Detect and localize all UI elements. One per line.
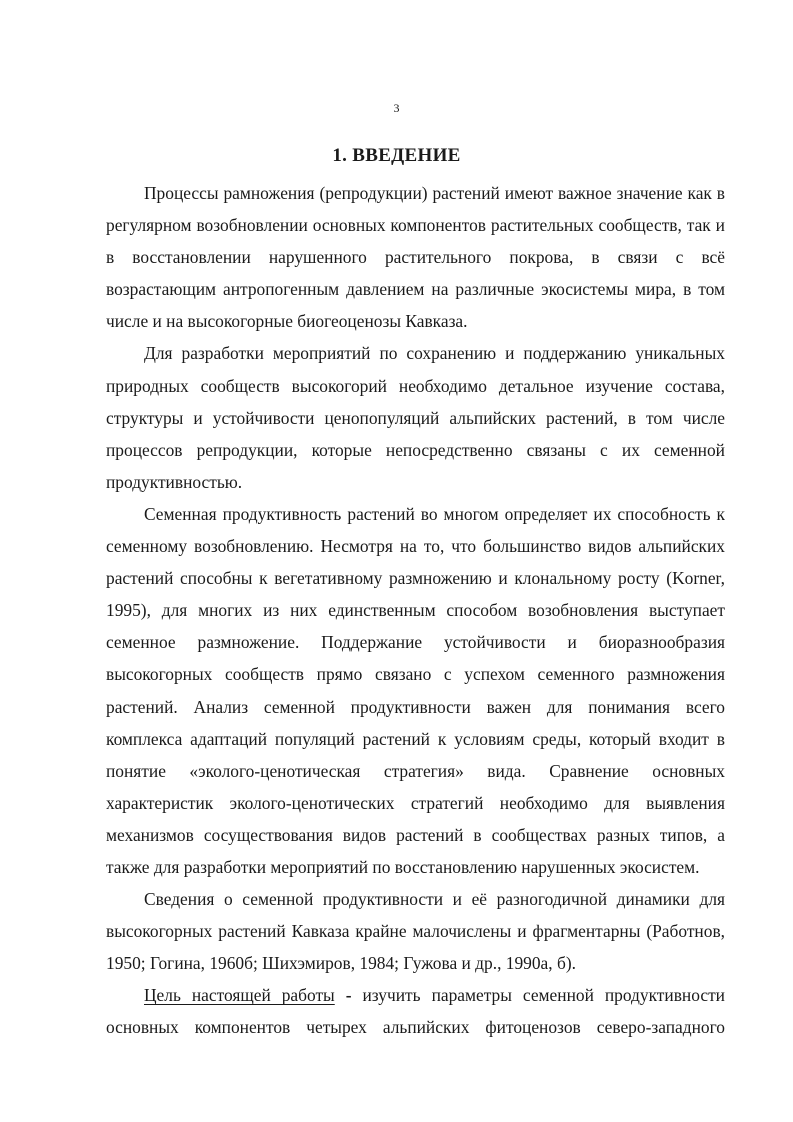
goal-dash: -: [334, 985, 363, 1006]
section-heading: 1. ВВЕДЕНИЕ: [332, 145, 461, 166]
page-number: 3: [393, 101, 400, 115]
paragraph-5: [106, 979, 725, 1043]
body-text: [106, 177, 725, 1044]
paragraph-4: Сведения о семенной продуктивности и её разногодичной динамики для высокогорных растений Кавказа крайне малочислены и фрагментарны (Работнов, 1950; Гогина, 1960б; Шихэмиров, 1984; Гужова и др., 1990а, б).: [106, 889, 725, 974]
paragraph-1: Процессы рамножения (репродукции) растений имеют важное значение как в регулярном возобновлении основных компонентов растительных сообществ, так и в восстановлении нарушенного растительного покрова, в связи с всё возрастающим антропогенным давлением на различные экосистемы мира, в том числе и на высокогорные биогеоценозы Кавказа.: [106, 183, 725, 332]
paragraph-3: Семенная продуктивность растений во многом определяет их способность к семенному возобновлению. Несмотря на то, что большинство видов альпийских растений способны к вегетативному размножению и клональному росту (Korner, 1995), для многих из них единственным способом возобновления выступает семенное размножение. Поддержание устойчивости и биоразнообразия высокогорных сообществ прямо связано с успехом семенного размножения растений. Анализ семенной продуктивности важен для понимания всего комплекса адаптаций популяций растений к условиям среды, который входит в понятие «эколого-ценотическая стратегия» вида. Сравнение основных характеристик эколого-ценотических стратегий необходимо для выявления механизмов сосуществования видов растений в сообществах разных типов, а также для разработки мероприятий по восстановлению нарушенных экосистем.: [106, 503, 725, 877]
paragraph-2: Для разработки мероприятий по сохранению и поддержанию уникальных природных сообществ высокогорий необходимо детальное изучение состава, структуры и устойчивости ценопопуляций альпийских растений, в том числе процессов репродукции, которые непосредственно связаны с их семенной продуктивностью.: [106, 343, 725, 492]
goal-text: изучить параметры семенной продуктивности основных компонентов четырех альпийских фитоценозов северо-западного: [106, 985, 725, 1038]
goal-label: Цель настоящей работы: [144, 985, 335, 1006]
